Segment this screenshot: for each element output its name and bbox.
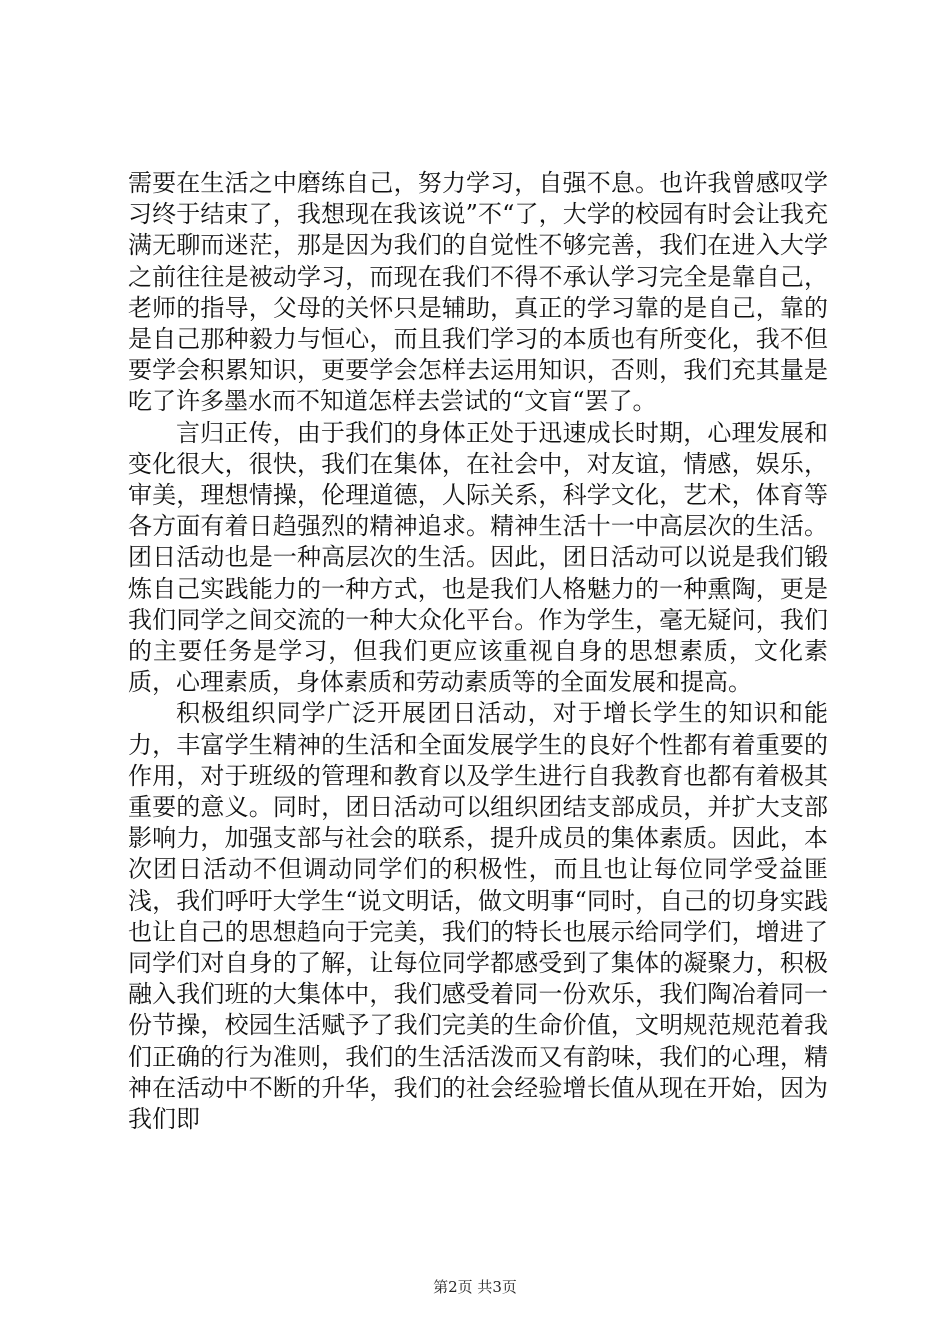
paragraph-league-activity: 积极组织同学广泛开展团日活动，对于增长学生的知识和能力，丰富学生精神的生活和全面发展学生的良好个性都有着重要的作用，对于班级的管理和教育以及学生进行自我教育也都有着极其重要的意义。同时，团日活动可以组织团结支部成员，并扩大支部影响力，加强支部与社会的联系，提升成员的集体素质。因此，本次团日活动不但调动同学们的积极性，而且也让每位同学受益匪浅，我们呼吁大学生“说文明话，做文明事“同时，自己的切身实践也让自己的思想趋向于完美，我们的特长也展示给同学们，增进了同学们对自身的了解，让每位同学都感受到了集体的凝聚力，积极融入我们班的大集体中，我们感受着同一份欢乐，我们陶冶着同一份节操，校园生活赋予了我们完美的生命价值，文明规范规范着我们正确的行为准则，我们的生活活泼而又有韵味，我们的心理，精神在活动中不断的升华，我们的社会经验增长值从现在开始，因为我们即: [128, 699, 828, 1134]
paragraph-spirit-life: 言归正传，由于我们的身体正处于迅速成长时期，心理发展和变化很大，很快，我们在集体，在社会中，对友谊，情感，娱乐，审美，理想情操，伦理道德，人际关系，科学文化，艺术，体育等各方面有着日趋强烈的精神追求。精神生活十一中高层次的生活。团日活动也是一种高层次的生活。因此，团日活动可以说是我们锻炼自己实践能力的一种方式，也是我们人格魅力的一种熏陶，更是我们同学之间交流的一种大众化平台。作为学生，毫无疑问，我们的主要任务是学习，但我们更应该重视自身的思想素质，文化素质，心理素质，身体素质和劳动素质等的全面发展和提高。: [128, 418, 828, 697]
paragraph-continuation: 需要在生活之中磨练自己，努力学习，自强不息。也许我曾感叹学习终于结束了，我想现在我该说”不“了，大学的校园有时会让我充满无聊而迷茫，那是因为我们的自觉性不够完善，我们在进入大学之前往往是被动学习，而现在我们不得不承认学习完全是靠自己，老师的指导，父母的关怀只是辅助，真正的学习靠的是自己，靠的是自己那种毅力与恒心，而且我们学习的本质也有所变化，我不但要学会积累知识，更要学会怎样去运用知识，否则，我们充其量是吃了许多墨水而不知道怎样去尝试的“文盲“罢了。: [128, 169, 828, 416]
page-number-footer: 第2页 共3页: [433, 1278, 517, 1296]
document-body: [128, 168, 828, 1135]
